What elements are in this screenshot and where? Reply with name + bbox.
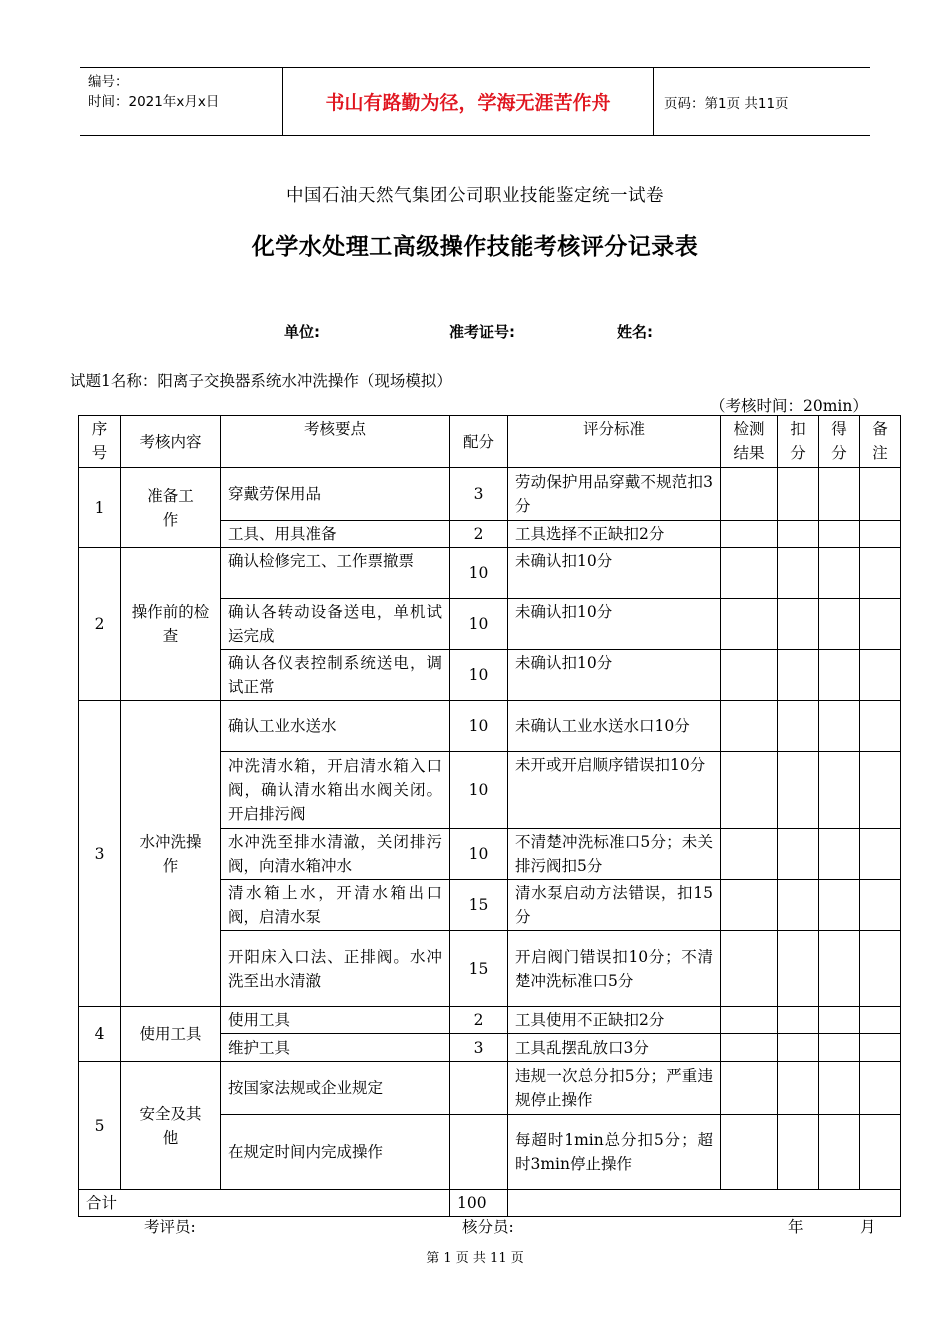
note-cell	[860, 752, 901, 829]
header-page-info: 页码：第1页 共11页	[664, 96, 789, 112]
result-cell	[721, 1007, 778, 1034]
result-cell	[721, 548, 778, 599]
got-cell	[819, 880, 860, 931]
got-cell	[819, 468, 860, 521]
note-cell	[860, 548, 901, 599]
document-header	[80, 67, 870, 136]
examiner-label: 考评员:	[144, 1218, 196, 1236]
item-standard: 未开或开启顺序错误扣10分	[508, 752, 721, 829]
item-point: 在规定时间内完成操作	[221, 1115, 450, 1190]
total-score: 100	[450, 1190, 508, 1217]
deduct-cell	[778, 931, 819, 1007]
header-seq: 序号	[79, 416, 121, 468]
got-cell	[819, 599, 860, 650]
table-header-row	[79, 416, 901, 468]
result-cell	[721, 1115, 778, 1190]
header-got: 得分	[819, 416, 860, 468]
got-cell	[819, 1115, 860, 1190]
item-point: 维护工具	[221, 1034, 450, 1062]
note-cell	[860, 521, 901, 548]
organization-name: 中国石油天然气集团公司职业技能鉴定统一试卷	[286, 186, 664, 206]
header-result: 检测结果	[721, 416, 778, 468]
item-point: 清水箱上水，开清水箱出口阀，启清水泵	[221, 880, 450, 931]
year-label: 年	[788, 1218, 804, 1236]
item-standard: 劳动保护用品穿戴不规范扣3分	[508, 468, 721, 521]
header-score: 配分	[450, 416, 508, 468]
result-cell	[721, 931, 778, 1007]
result-cell	[721, 599, 778, 650]
group-seq: 3	[79, 701, 121, 1007]
got-cell	[819, 1034, 860, 1062]
score-table	[78, 415, 901, 1217]
result-cell	[721, 752, 778, 829]
item-point: 确认各仪表控制系统送电，调试正常	[221, 650, 450, 701]
header-standard: 评分标准	[508, 416, 721, 468]
result-cell	[721, 650, 778, 701]
item-score: 3	[450, 1034, 508, 1062]
item-point: 水冲洗至排水清澈，关闭排污阀，向清水箱冲水	[221, 829, 450, 880]
item-point: 开阳床入口法、正排阀。水冲洗至出水清澈	[221, 931, 450, 1007]
item-standard: 未确认扣10分	[508, 650, 721, 701]
item-score: 10	[450, 829, 508, 880]
note-cell	[860, 880, 901, 931]
got-cell	[819, 548, 860, 599]
group-content: 准备工作	[121, 468, 221, 548]
item-standard: 工具使用不正缺扣2分	[508, 1007, 721, 1034]
table-row	[79, 468, 901, 521]
got-cell	[819, 752, 860, 829]
item-point: 冲洗清水箱，开启清水箱入口阀，确认清水箱出水阀关闭。开启排污阀	[221, 752, 450, 829]
deduct-cell	[778, 599, 819, 650]
item-point: 确认各转动设备送电，单机试运完成	[221, 599, 450, 650]
item-standard: 清水泵启动方法错误，扣15分	[508, 880, 721, 931]
item-score: 2	[450, 521, 508, 548]
item-score: 2	[450, 1007, 508, 1034]
deduct-cell	[778, 752, 819, 829]
item-score: 10	[450, 701, 508, 752]
item-score: 15	[450, 880, 508, 931]
month-label: 月	[860, 1218, 876, 1236]
note-cell	[860, 701, 901, 752]
deduct-cell	[778, 829, 819, 880]
deduct-cell	[778, 1034, 819, 1062]
header-content: 考核内容	[121, 416, 221, 468]
item-score: 3	[450, 468, 508, 521]
table-row	[79, 1062, 901, 1115]
item-standard: 工具选择不正缺扣2分	[508, 521, 721, 548]
deduct-cell	[778, 701, 819, 752]
note-cell	[860, 931, 901, 1007]
item-standard: 违规一次总分扣5分；严重违规停止操作	[508, 1062, 721, 1115]
note-cell	[860, 1007, 901, 1034]
group-content: 安全及其他	[121, 1062, 221, 1190]
name-label: 姓名:	[617, 323, 653, 341]
header-deduct: 扣分	[778, 416, 819, 468]
item-point: 穿戴劳保用品	[221, 468, 450, 521]
item-standard: 未确认扣10分	[508, 548, 721, 599]
got-cell	[819, 931, 860, 1007]
exam-time: （考核时间：20min）	[710, 397, 868, 415]
note-cell	[860, 829, 901, 880]
item-point: 使用工具	[221, 1007, 450, 1034]
item-standard: 未确认工业水送水口10分	[508, 701, 721, 752]
total-empty-cell	[508, 1190, 901, 1217]
exam-number-label: 准考证号:	[449, 323, 515, 341]
result-cell	[721, 1034, 778, 1062]
group-content: 使用工具	[121, 1007, 221, 1062]
got-cell	[819, 650, 860, 701]
header-motto: 书山有路勤为径，学海无涯苦作舟	[282, 67, 654, 136]
note-cell	[860, 1034, 901, 1062]
item-standard: 开启阀门错误扣10分；不清楚冲洗标准口5分	[508, 931, 721, 1007]
deduct-cell	[778, 521, 819, 548]
group-content: 水冲洗操作	[121, 701, 221, 1007]
item-standard: 未确认扣10分	[508, 599, 721, 650]
item-standard: 工具乱摆乱放口3分	[508, 1034, 721, 1062]
table-row	[79, 701, 901, 752]
group-seq: 5	[79, 1062, 121, 1190]
group-seq: 4	[79, 1007, 121, 1062]
result-cell	[721, 880, 778, 931]
deduct-cell	[778, 1062, 819, 1115]
deduct-cell	[778, 1115, 819, 1190]
table-row	[79, 548, 901, 599]
item-standard: 不清楚冲洗标准口5分；未关排污阀扣5分	[508, 829, 721, 880]
note-cell	[860, 1062, 901, 1115]
note-cell	[860, 1115, 901, 1190]
group-content: 操作前的检查	[121, 548, 221, 701]
item-point: 确认工业水送水	[221, 701, 450, 752]
header-note: 备注	[860, 416, 901, 468]
result-cell	[721, 468, 778, 521]
task-name: 试题1名称：阳离子交换器系统水冲洗操作（现场模拟）	[70, 372, 452, 390]
got-cell	[819, 701, 860, 752]
item-score: 15	[450, 931, 508, 1007]
item-score: 10	[450, 752, 508, 829]
result-cell	[721, 521, 778, 548]
item-score	[450, 1115, 508, 1190]
note-cell	[860, 650, 901, 701]
item-score: 10	[450, 650, 508, 701]
result-cell	[721, 701, 778, 752]
deduct-cell	[778, 468, 819, 521]
total-label: 合计	[79, 1190, 450, 1217]
deduct-cell	[778, 880, 819, 931]
item-standard: 每超时1min总分扣5分；超时3min停止操作	[508, 1115, 721, 1190]
deduct-cell	[778, 1007, 819, 1034]
deduct-cell	[778, 650, 819, 701]
result-cell	[721, 829, 778, 880]
item-point: 工具、用具准备	[221, 521, 450, 548]
item-score: 10	[450, 599, 508, 650]
header-meta	[88, 72, 219, 112]
page-title: 化学水处理工高级操作技能考核评分记录表	[251, 234, 699, 260]
got-cell	[819, 1007, 860, 1034]
number-label: 编号：	[88, 74, 129, 90]
note-cell	[860, 468, 901, 521]
item-score: 10	[450, 548, 508, 599]
item-point: 按国家法规或企业规定	[221, 1062, 450, 1115]
item-point: 确认检修完工、工作票撤票	[221, 548, 450, 599]
group-seq: 1	[79, 468, 121, 548]
table-row	[79, 1007, 901, 1034]
got-cell	[819, 829, 860, 880]
note-cell	[860, 599, 901, 650]
got-cell	[819, 521, 860, 548]
verifier-label: 核分员:	[462, 1218, 514, 1236]
time-label: 时间：2021年x月x日	[88, 94, 220, 110]
unit-label: 单位:	[284, 323, 320, 341]
page-number: 第 1 页 共 11 页	[426, 1251, 524, 1266]
total-row	[79, 1190, 901, 1217]
got-cell	[819, 1062, 860, 1115]
result-cell	[721, 1062, 778, 1115]
group-seq: 2	[79, 548, 121, 701]
item-score	[450, 1062, 508, 1115]
deduct-cell	[778, 548, 819, 599]
header-points: 考核要点	[221, 416, 450, 468]
